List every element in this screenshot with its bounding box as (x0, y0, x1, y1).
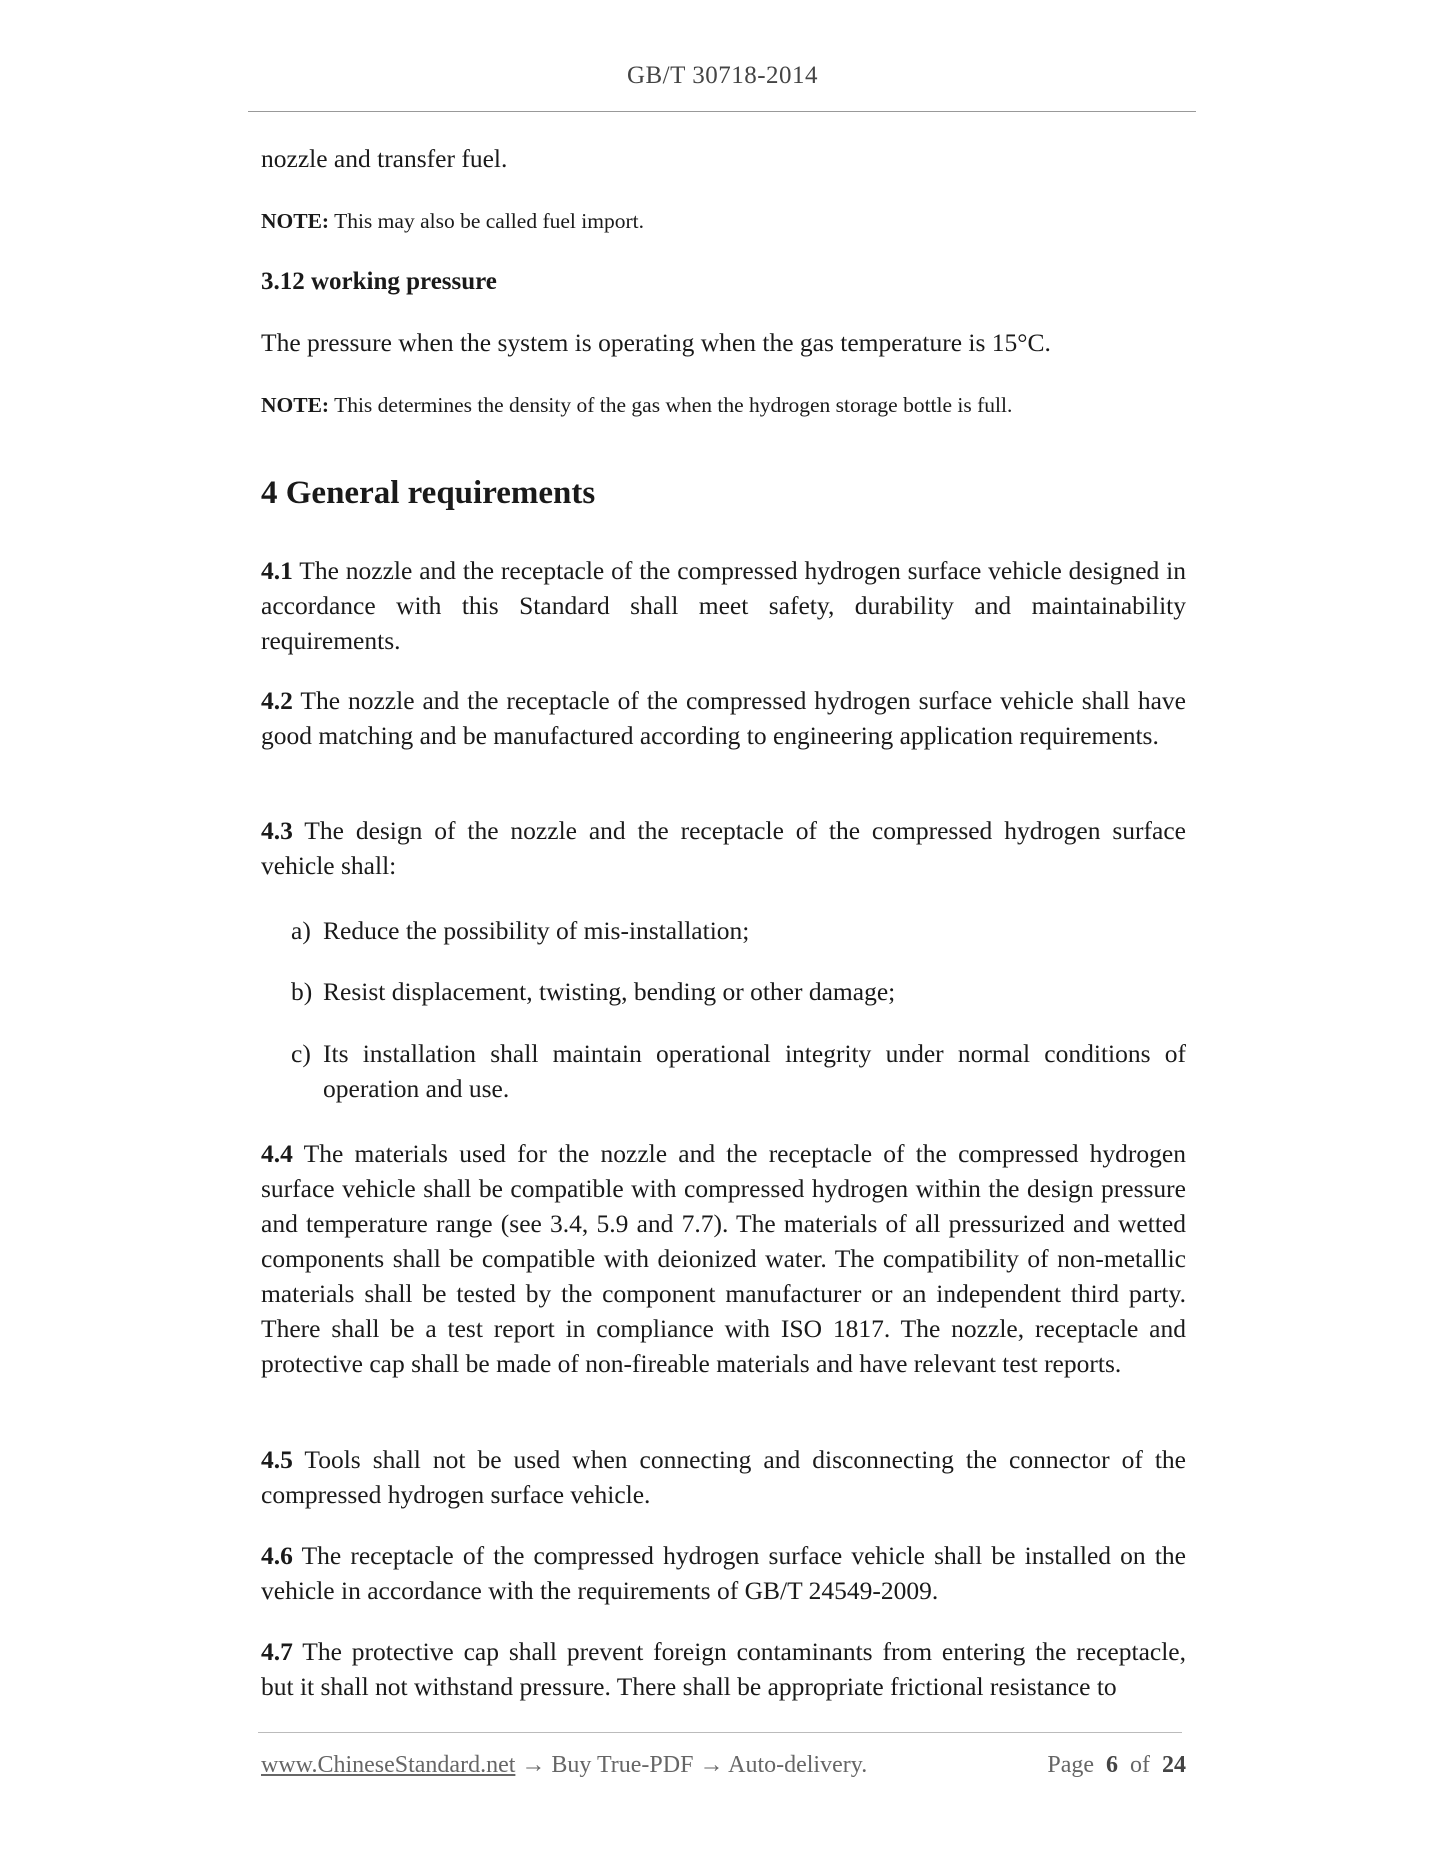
list-item-a (291, 913, 1186, 948)
note-label: NOTE: (261, 393, 330, 417)
section-3-12-text: The pressure when the system is operating when the gas temperature is 15°C. (261, 328, 1051, 357)
footer-divider (258, 1732, 1182, 1733)
continued-text: nozzle and transfer fuel. (261, 144, 508, 173)
page-total: 24 (1162, 1752, 1186, 1778)
document-header: GB/T 30718-2014 (626, 62, 819, 89)
clause-4-6 (261, 1538, 1186, 1608)
list-text: Resist displacement, twisting, bending or other damage; (323, 977, 896, 1006)
list-text: Reduce the possibility of mis-installation; (323, 916, 750, 945)
list-label: b) (291, 977, 313, 1006)
clause-text: The nozzle and the receptacle of the compressed hydrogen surface vehicle designed in accordance with this Standard shall meet safety, durability and maintainability requirements. (261, 556, 1186, 655)
clause-text: The protective cap shall prevent foreign contaminants from entering the receptacle, but it shall not withstand pressure. There shall be appropriate frictional resistance to (261, 1637, 1186, 1701)
clause-text: The receptacle of the compressed hydrogen surface vehicle shall be installed on the vehicle in accordance with the requirements of GB/T 24549-2009. (261, 1541, 1186, 1605)
clause-4-3 (261, 813, 1186, 883)
clause-number: 4.6 (261, 1541, 293, 1570)
clause-number: 4.1 (261, 556, 293, 585)
clause-number: 4.3 (261, 816, 293, 845)
list-label: a) (291, 916, 311, 945)
clause-4-1 (261, 553, 1186, 658)
clause-text: The design of the nozzle and the receptacle of the compressed hydrogen surface vehicle shall: (261, 816, 1186, 880)
website-link[interactable]: www.ChineseStandard.net (261, 1752, 516, 1778)
page-footer (261, 1752, 1186, 1779)
of-label: of (1130, 1752, 1150, 1778)
note-fuel-import (261, 206, 1186, 236)
clause-4-2 (261, 683, 1186, 753)
clause-4-5 (261, 1442, 1186, 1512)
section-3-12-heading: 3.12 working pressure (261, 268, 497, 295)
page-indicator (1047, 1752, 1186, 1779)
clause-number: 4.2 (261, 686, 293, 715)
clause-text: The nozzle and the receptacle of the compressed hydrogen surface vehicle shall have good matching and be manufactured according to engineering application requirements. (261, 686, 1186, 750)
page-number: 6 (1106, 1752, 1118, 1778)
clause-text: The materials used for the nozzle and the receptacle of the compressed hydrogen surface vehicle shall be compatible with compressed hydrogen within the design pressure and temperature range (see 3.4, 5.9 and 7.7). The materials of all pressurized and wetted components shall be compatible with deionized water. The compatibility of non-metallic materials shall be tested by the component manufacturer or an independent third party. There shall be a test report in compliance with ISO 1817. The nozzle, receptacle and protective cap shall be made of non-fireable materials and have relevant test reports. (261, 1139, 1186, 1378)
list-item-c (291, 1036, 1186, 1106)
list-item-b (291, 974, 1186, 1009)
clause-4-4 (261, 1136, 1186, 1381)
clause-4-7 (261, 1634, 1186, 1704)
clause-number: 4.4 (261, 1139, 293, 1168)
footer-promo (261, 1752, 867, 1779)
note-label: NOTE: (261, 209, 330, 233)
note-density (261, 390, 1186, 420)
header-divider (248, 111, 1196, 112)
section-4-heading: 4 General requirements (261, 475, 596, 511)
clause-number: 4.5 (261, 1445, 293, 1474)
promo-text: → Buy True-PDF → Auto-delivery. (515, 1752, 868, 1778)
clause-number: 4.7 (261, 1637, 293, 1666)
note-text: This may also be called fuel import. (329, 209, 644, 233)
list-label: c) (291, 1039, 311, 1068)
note-text: This determines the density of the gas when the hydrogen storage bottle is full. (329, 393, 1013, 417)
list-text: Its installation shall maintain operational integrity under normal conditions of operation and use. (323, 1039, 1186, 1103)
page-label: Page (1047, 1752, 1094, 1778)
clause-text: Tools shall not be used when connecting and disconnecting the connector of the compressed hydrogen surface vehicle. (261, 1445, 1186, 1509)
